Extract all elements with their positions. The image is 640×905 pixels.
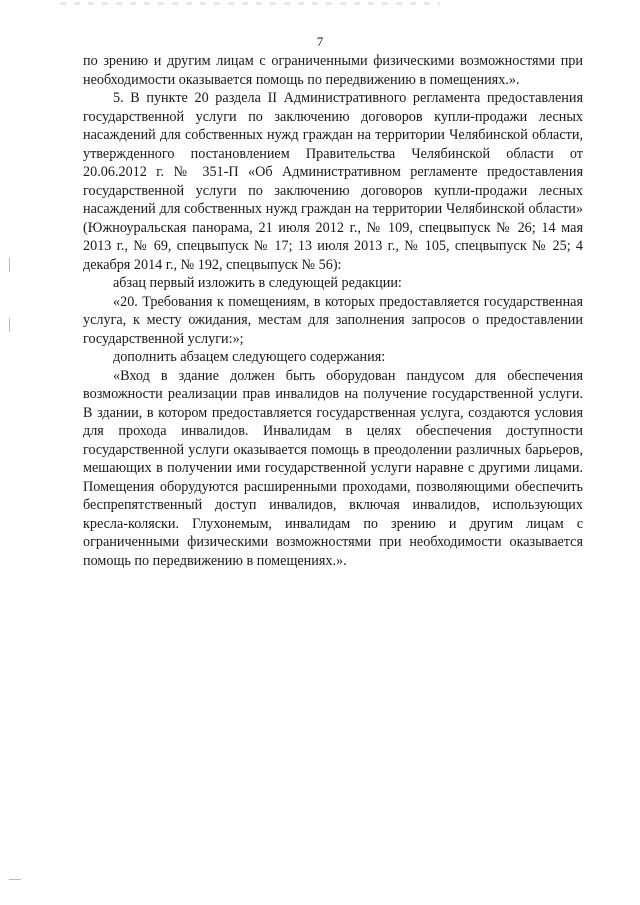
scan-artifact	[60, 2, 440, 5]
paragraph: абзац первый изложить в следующей редакции:	[113, 275, 402, 291]
scan-artifact	[9, 318, 10, 332]
paragraph: по зрению и другим лицам с ограниченными физическими возможностями при необходимости оказывается помощь по передвижению в помещениях.».	[83, 53, 583, 88]
paragraph: «Вход в здание должен быть оборудован пандусом для обеспечения возможности реализации прав инвалидов на получение государственной услуги. В здании, в котором предоставляется государственная услуга, создаются условия для прохода инвалидов. Инвалидам в целях обеспечения доступности государственной услуги оказывается помощь в преодолении различных барьеров, мешающих в получении ими государственной услуги наравне с другими лицами. Помещения оборудуются расширенными проходами, позволяющими обеспечить беспрепятственный доступ инвалидов, включая инвалидов, использующих кресла-коляски. Глухонемым, инвалидам по зрению и другим лицам с ограниченными физическими возможностями при необходимости оказывается помощь по передвижению в помещениях.».	[83, 367, 583, 569]
scan-artifact	[9, 879, 21, 880]
scan-artifact	[9, 258, 10, 272]
paragraph: 5. В пункте 20 раздела II Административного регламента предоставления государственной услуги по заключению договоров купли-продажи лесных насаждений для собственных нужд граждан на территории Челябинской области, утвержденного постановлением Правительства Челябинской области от 20.06.2012 г. № 351-П «Об Административном регламенте предоставления государственной услуги по заключению договоров купли-продажи лесных насаждений для собственных нужд граждан на территории Челябинской области» (Южноуральская панорама, 21 июля 2012 г., № 109, спецвыпуск № 26; 14 мая 2013 г., № 69, спецвыпуск № 17; 13 июля 2013 г., № 105, спецвыпуск № 25; 4 декабря 2014 г., № 192, спецвыпуск № 56):	[83, 90, 583, 273]
paragraph: «20. Требования к помещениям, в которых предоставляется государственная услуга, к месту ожидания, местам для заполнения запросов о предоставлении государственной услуги:»;	[83, 293, 583, 347]
document-body	[83, 52, 583, 570]
paragraph: дополнить абзацем следующего содержания:	[113, 349, 386, 365]
page-number: 7	[316, 34, 324, 49]
